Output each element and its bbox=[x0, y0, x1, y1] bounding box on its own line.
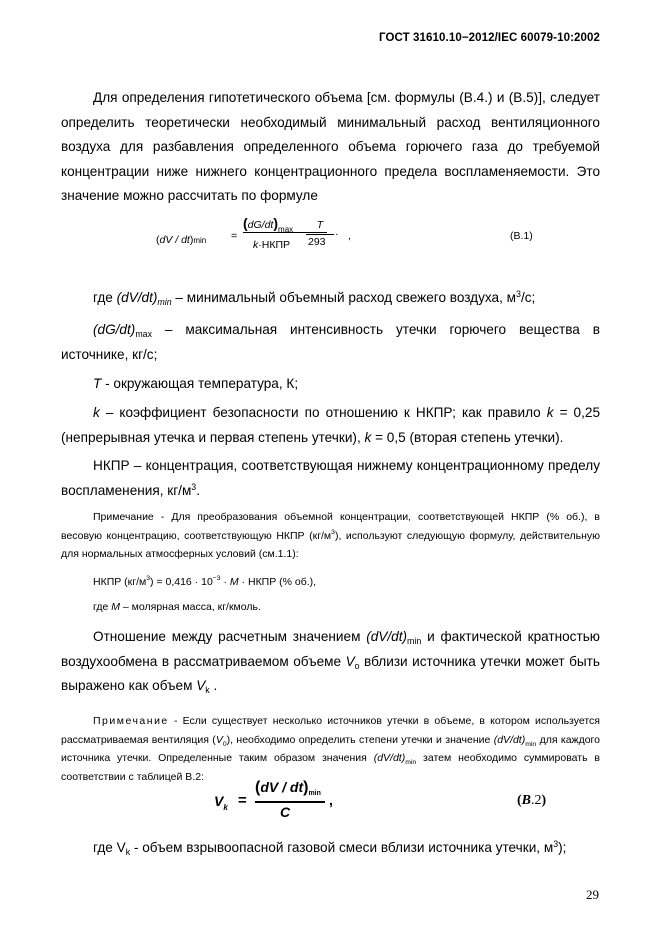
note-molar-mass: где M – молярная масса, кг/кмоль. bbox=[93, 601, 261, 613]
formula-b2-equals: = bbox=[238, 792, 247, 809]
definition-dvdt: где $(dV/dt)_{min}$ – минимальный объемный расход свежего воздуха, $м^3/с$; bbox=[93, 289, 536, 307]
formula-b2-comma: , bbox=[329, 792, 333, 808]
formula-b1 bbox=[150, 213, 570, 255]
formula-b1-dot: · bbox=[335, 228, 339, 240]
formula-b1-lhs: (dV / dt)min bbox=[156, 234, 207, 246]
formula-b2 bbox=[210, 779, 610, 825]
definition-vk: где $V_k$ - объем взрывоопасной газовой смеси вблизи источника утечки, $м^3$); bbox=[93, 839, 567, 857]
formula-b2-fraction-bar bbox=[255, 801, 325, 803]
note-multiple-sources: Примечание - Если существует несколько источников утечки в объеме, в котором используется рассматриваемая вентиляция $(V_0)$, необходимо определить степени утечки и значение $(dV/dt)_{min}$ для каждого источника утечки. Определенные таким образом значения $(dV/dt)_{min}$ затем необходимо суммировать в соответствии с таблицей В.2: bbox=[61, 715, 600, 783]
ratio-paragraph: Отношение между расчетным значением $(dV/dt)_{min}$ и фактической кратностью воздухообмена в рассматриваемом объеме $V_o$ вблизи источника утечки может быть выражено как объем $V_k$ . bbox=[61, 629, 600, 696]
note-conversion-formula: НКПР $(кг/м^3) = 0,416 \cdot 10^{-3} \cdot M$ · НКПР (% об.), bbox=[93, 575, 317, 588]
page-number: 29 bbox=[586, 887, 599, 902]
definition-nkpr: НКПР – концентрация, соответствующая нижнему концентрационному пределу воспламенения, $кг/м^3$. bbox=[61, 458, 600, 498]
formula-b2-label: (B.2) bbox=[517, 793, 547, 808]
formula-b2-lhs: $V_k$ bbox=[214, 793, 228, 812]
formula-b1-t-bar bbox=[306, 234, 334, 235]
formula-b1-fraction-bar bbox=[243, 232, 327, 233]
formula-b1-equals: = bbox=[231, 230, 238, 242]
formula-b1-t-den: 293 bbox=[308, 236, 326, 248]
definition-temperature: T - окружающая температура, К; bbox=[93, 376, 299, 391]
formula-b1-numerator: $(dG/dt)_{max}$ bbox=[243, 215, 294, 234]
document-header: ГОСТ 31610.10−2012/IEC 60079-10:2002 bbox=[379, 32, 600, 44]
definition-dgdt: $(dG/dt)_{max}$ – максимальная интенсивность утечки горючего вещества в источнике, кг/с; bbox=[61, 322, 600, 362]
note-conversion: Примечание - Для преобразования объемной концентрации, соответствующей НКПР (% об.), в весовую концентрацию, соответствующую НКПР $(кг/м^3)$, используют следующую формулу, действительную для нормальных атмосферных условий (см.1.1): bbox=[61, 511, 600, 560]
definition-k: k – коэффициент безопасности по отношению к НКПР; как правило k = 0,25 (непрерывная утечка и первая степень утечки), k = 0,5 (вторая степень утечки). bbox=[61, 405, 600, 445]
formula-b2-numerator: (dV / dt)min bbox=[255, 779, 321, 797]
formula-b1-comma: , bbox=[348, 230, 351, 242]
formula-b2-denominator: C bbox=[280, 804, 291, 820]
intro-paragraph: Для определения гипотетического объема [см. формулы (В.4.) и (В.5)], следует определить теоретически необходимый минимальный расход вентиляционного воздуха для разбавления определенного объема горючего газа до требуемой концентрации ниже нижнего концентрационного предела воспламеняемости. Это значение можно рассчитать по формуле bbox=[61, 90, 600, 204]
formula-b1-denominator: k·НКПР bbox=[253, 239, 290, 251]
formula-b1-t-num: T bbox=[316, 219, 324, 231]
formula-b1-label: (B.1) bbox=[510, 230, 533, 242]
